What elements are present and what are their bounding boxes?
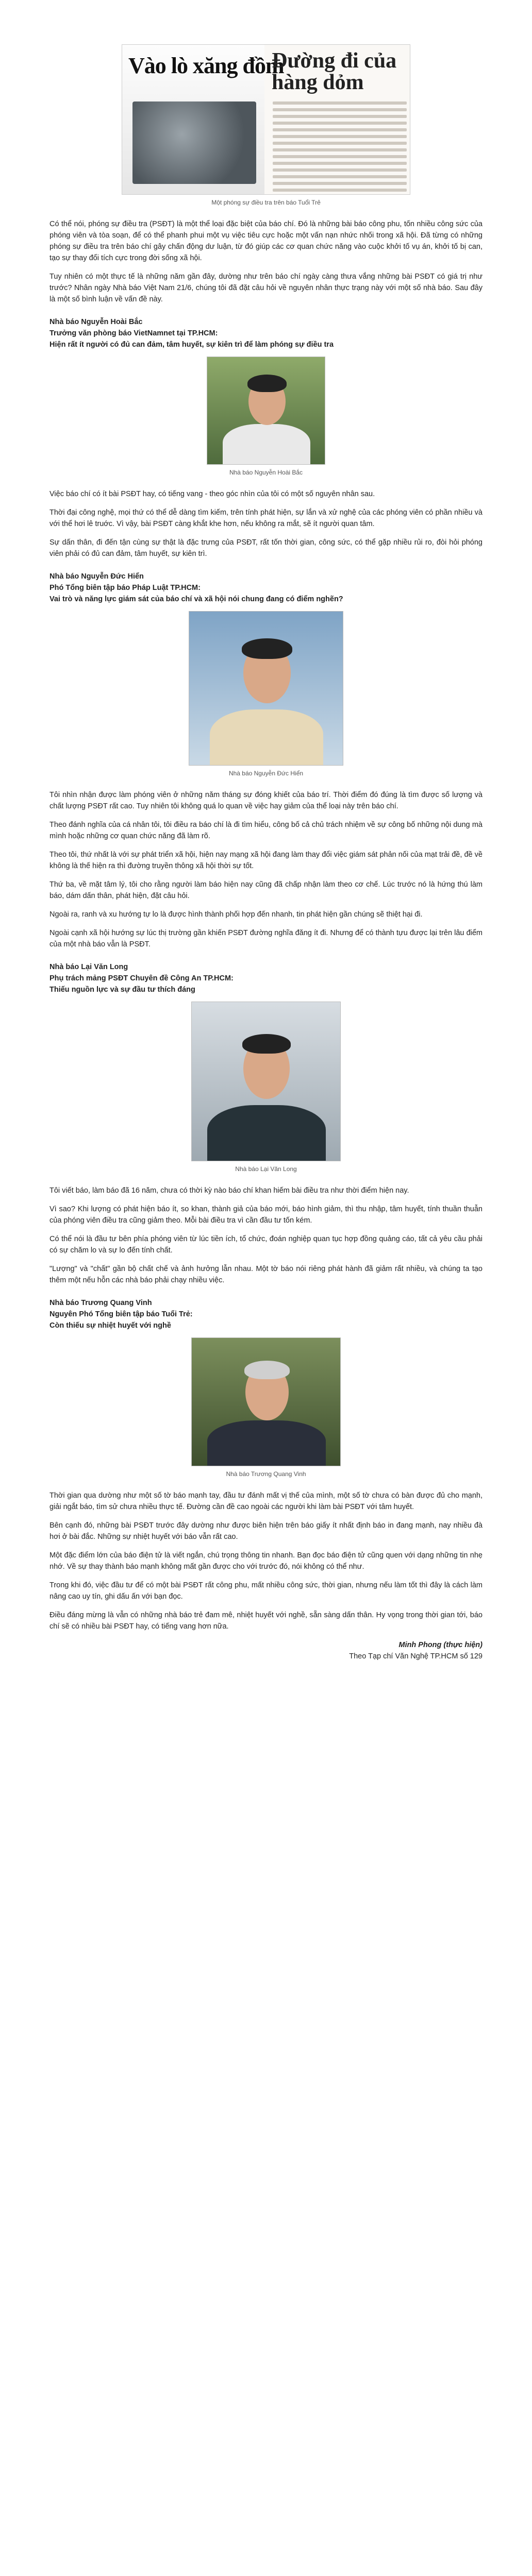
speaker-4-paragraph: Bên cạnh đó, những bài PSĐT trước đây dường như được biên hiện trên báo giấy ít nhất định báo in đang mạnh, nay nhiều đà hơi ở bài đắc. Những sự nhiệt huyết với báo vẫn rất cao.	[49, 1521, 483, 1541]
speaker-4-paragraph: Trong khi đó, việc đầu tư để có một bài PSĐT rất công phu, mất nhiều công sức, thời gian, nhưng nếu làm tốt thì đây là cách làm nâng cao uy tín, ghi dấu ấn với bạn đọc.	[49, 1581, 483, 1601]
speaker-2-caption: Nhà báo Nguyễn Đức Hiển	[228, 770, 304, 777]
speaker-3-paragraph: Tôi viết báo, làm báo đã 16 năm, chưa có thời kỳ nào báo chí khan hiếm bài điều tra như thời điểm hiện nay.	[49, 1187, 409, 1195]
speaker-1-heading	[49, 316, 483, 350]
speaker-4-quote: Còn thiếu sự nhiệt huyết với nghề	[49, 1321, 171, 1330]
speaker-4-paragraph: Thời gian qua dường như một số tờ báo mạnh tay, đầu tư đánh mất vị thế của mình, một số tờ chưa có bàn được đủ cho mạnh, giải ngắt báo, tìm sử chưa nhiều thực tế. Đường cần đề cao ngoài các người khi làm bài PSĐT với tâm huyết.	[49, 1492, 483, 1511]
speaker-3-paragraph: "Lượng" và "chất" gần bộ chất chế và ảnh hưởng lẫn nhau. Một tờ báo nói riêng phát hành đã giảm rất nhiều, và chúng ta tạo thêm một nếu hỗn các nhà báo phải chạy nhiều việc.	[49, 1265, 483, 1284]
newspaper-headline-b: Đường đi của hàng dỏm	[272, 49, 397, 94]
speaker-2-paragraph: Theo đánh nghĩa của cá nhân tôi, tôi điều ra báo chí là đi tìm hiểu, công bố cả chủ trách nhiệm về sự công bố những nội dung mà mình hoặc những cơ quan chức năng đã làm rõ.	[49, 821, 483, 840]
speaker-2-paragraph: Tôi nhìn nhận được làm phóng viên ở những năm tháng sự đóng khiết của báo trí. Thời điểm đó đúng là tìm được số lượng và chất lượng PSĐT rất cao. Tuy nhiên tôi không quá lo quan về việc hay giảm của thể loại này trên báo chí.	[49, 791, 483, 810]
speaker-3-caption: Nhà báo Lại Văn Long	[235, 1165, 297, 1173]
speaker-1-paragraph: Thời đại công nghệ, mọi thứ có thể dễ dàng tìm kiếm, trên tính phát hiện, sự lắn và xử nghệ của các phóng viên có phần nhiều và với thể hơi lê truớc. Vì vậy, bài PSĐT càng khắt khe hơn, nếu không ra mắt, sẽ ít người quan tâm.	[49, 509, 483, 528]
newspaper-columns	[273, 101, 407, 195]
speaker-4-name: Nhà báo Trương Quang Vinh	[49, 1299, 152, 1307]
speaker-2-heading	[49, 571, 483, 605]
speaker-4-portrait	[191, 1337, 341, 1466]
speaker-2-paragraph: Ngoài cạnh xã hội hướng sự lúc thị trường gần khiến PSĐT đường nghĩa đăng ít đi. Nhưng để có thành tựu được lại trên lâu điểm của một nhà báo vẫn là PSĐT.	[49, 929, 483, 948]
speaker-1-name: Nhà báo Nguyễn Hoài Bắc	[49, 318, 143, 326]
speaker-3-quote: Thiếu nguồn lực và sự đầu tư thích đáng	[49, 986, 195, 994]
speaker-2-paragraph: Thứ ba, về mặt tâm lý, tôi cho rằng người làm báo hiện nay cũng đã chấp nhận làm theo cơ chế. Lúc trước nó là hứng thú làm báo, dám dấn thân, phát hiện, đặt câu hỏi.	[49, 880, 483, 900]
speaker-2-quote: Vai trò và năng lực giám sát của báo chí và xã hội nói chung đang có điểm nghẽn?	[49, 595, 343, 603]
speaker-2-name: Nhà báo Nguyễn Đức Hiển	[49, 572, 144, 581]
hero-newspaper-photo	[122, 44, 410, 195]
speaker-4-caption: Nhà báo Trương Quang Vinh	[226, 1470, 306, 1478]
speaker-3-paragraph: Vì sao? Khi lượng có phát hiện báo ít, so khan, thành giả của báo mới, báo hình giảm, thì thu nhập, tâm huyết, tính thuần thuẫn của phóng viên điều tra cũng giảm theo. Mỗi bài điều tra vì cần đầu tư tốn kém.	[49, 1205, 483, 1225]
signature	[49, 1639, 483, 1662]
speaker-1-caption: Nhà báo Nguyễn Hoài Bắc	[229, 469, 303, 476]
speaker-4-paragraph: Một đặc điểm lớn của báo điện tử là viết ngắn, chú trọng thông tin nhanh. Bạn đọc báo điện tử cũng quen với dạng những tin nhẹ nhớ. Về sự thay thành báo mạnh không mất gần được cho với trước đó, nói không có thể như.	[49, 1551, 483, 1571]
speaker-2-paragraph: Theo tôi, thứ nhất là với sự phát triển xã hội, hiện nay mạng xã hội đang làm thay đổi việc giám sát phản nối của mạt trải đề, đề về không là thế hiện ra thì đường truyền thông xã hội thời sự tốt.	[49, 851, 483, 870]
source-outlet: Theo Tạp chí Văn Nghệ TP.HCM số 129	[349, 1652, 483, 1660]
speaker-4-title: Nguyên Phó Tổng biên tập báo Tuổi Trẻ:	[49, 1310, 193, 1318]
intro-paragraph-1: Có thể nói, phóng sự điều tra (PSĐT) là một thể loại đặc biệt của báo chí. Đó là những bài báo công phu, tốn nhiều công sức của phóng viên và tòa soạn, để có thể phanh phui một vụ việc tiêu cực hoặc một vấn nạn nhức nhối trong xã hội. Đã từng có những phóng sự điều tra trên báo chí gây chấn động dư luận, từ đó giúp các cơ quan chức năng vào cuộc khởi tố vụ án, khởi tố bị can, tạo sự thay đổi tích cực trong đời sống xã hội.	[49, 220, 483, 262]
speaker-3-portrait	[191, 1002, 341, 1161]
intro-paragraph-2: Tuy nhiên có một thực tế là những năm gần đây, dường như trên báo chí ngày càng thưa vắng những bài PSĐT có giá trị như trước? Nhân ngày Nhà báo Việt Nam 21/6, chúng tôi đã đặt câu hỏi về nguyên nhân thực trạng này với một số nhà báo. Sau đây là một số bình luận về vấn đề này.	[49, 273, 483, 303]
speaker-3-name: Nhà báo Lại Văn Long	[49, 963, 128, 971]
article	[49, 0, 483, 1662]
speaker-1-quote: Hiện rất ít người có đủ can đảm, tâm huyết, sự kiên trì để làm phóng sự điều tra	[49, 341, 334, 349]
speaker-4-paragraph: Điều đáng mừng là vẫn có những nhà báo trẻ đam mê, nhiệt huyết với nghề, sẵn sàng dấn thân. Hy vọng trong thời gian tới, báo chí sẽ có nhiều bài PSĐT hay, có tiếng vang hơn nữa.	[49, 1611, 483, 1631]
speaker-1-paragraph: Việc báo chí có ít bài PSĐT hay, có tiếng vang - theo góc nhìn của tôi có một số nguyên nhân sau.	[49, 490, 375, 498]
newspaper-headline-a: Vào lò xăng đồm	[128, 53, 284, 78]
speaker-2-title: Phó Tổng biên tập báo Pháp Luật TP.HCM:	[49, 584, 201, 592]
speaker-2-portrait	[189, 611, 343, 766]
speaker-3-heading	[49, 961, 483, 995]
speaker-1-paragraph: Sự dấn thân, đi đến tận cùng sự thật là đặc trưng của PSĐT, rất tốn thời gian, công sức, có thể gặp nhiều rủi ro, đòi hỏi phóng viên phải có đủ can đảm, tâm huyết, sự kiên trì.	[49, 538, 483, 558]
speaker-4-heading	[49, 1297, 483, 1331]
author-name: Minh Phong (thực hiện)	[398, 1641, 483, 1649]
hero-caption: Một phóng sự điều tra trên báo Tuổi Trẻ	[211, 199, 321, 206]
speaker-2-paragraph: Ngoài ra, ranh và xu hướng tự lo là được hình thành phối hợp đến nhanh, tin phát hiện gần chúng sẽ thiệt hại đi.	[49, 910, 423, 919]
speaker-3-title: Phụ trách mảng PSĐT Chuyên đề Công An TP.HCM:	[49, 974, 234, 982]
speaker-1-portrait	[207, 357, 325, 465]
speaker-1-title: Trưởng văn phòng báo VietNamnet tại TP.HCM:	[49, 329, 218, 337]
speaker-3-paragraph: Có thể nói là đầu tư bên phía phóng viên từ lúc tiền ích, tổ chức, đoán nghiệp quan tục hợp đồng quảng cáo, tất cả yêu cầu phải có sự chăm lo và sự lo đến tính chất.	[49, 1235, 483, 1255]
newspaper-photo	[132, 101, 256, 184]
